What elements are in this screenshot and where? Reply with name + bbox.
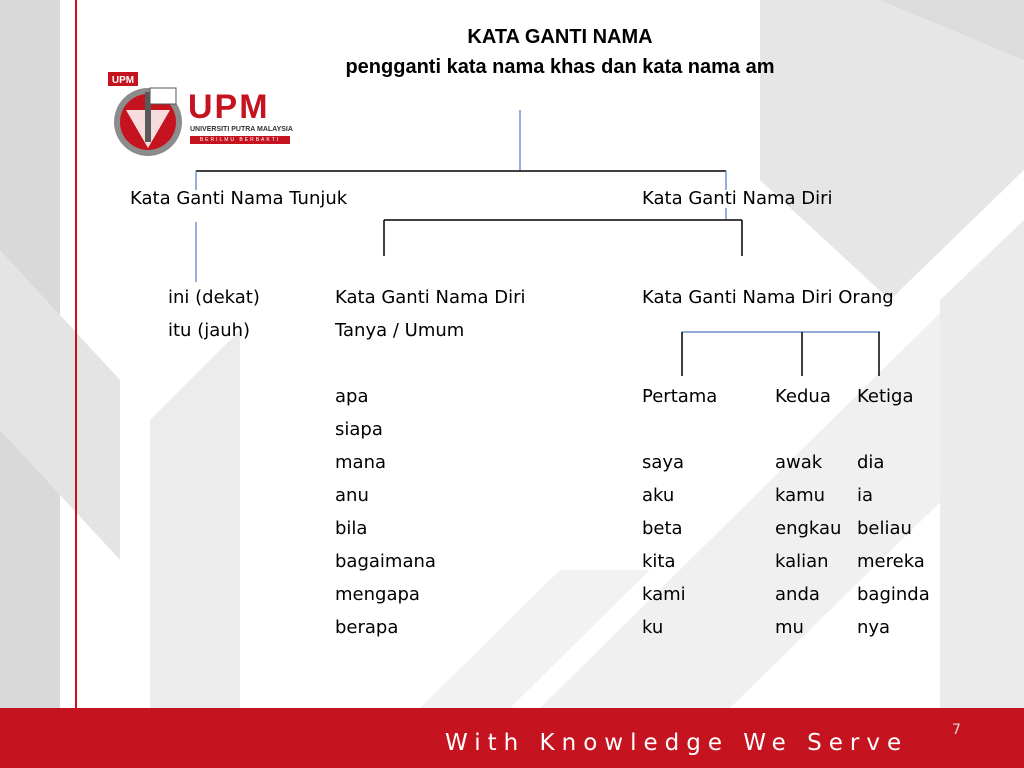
tanya-heading-line1: Kata Ganti Nama Diri — [335, 287, 526, 308]
list-item: kami — [642, 584, 686, 605]
list-item: ini (dekat) — [168, 287, 260, 308]
list-item: dia — [857, 452, 885, 473]
page-number: 7 — [952, 722, 961, 738]
list-item: saya — [642, 452, 685, 473]
list-item: siapa — [335, 419, 383, 440]
column-label: Pertama — [642, 386, 718, 407]
list-item: anda — [775, 584, 820, 605]
svg-text:UPM: UPM — [111, 75, 135, 86]
list-item: kita — [642, 551, 676, 572]
footer-bar — [0, 708, 1024, 768]
university-name: UNIVERSITI PUTRA MALAYSIA — [190, 126, 293, 133]
list-item: mana — [335, 452, 387, 473]
tanya-heading-line2: Tanya / Umum — [335, 320, 465, 341]
orang-column-pertama — [642, 380, 717, 644]
tanya-column — [335, 281, 526, 644]
column-label: Ketiga — [857, 386, 914, 407]
list-item: beta — [642, 518, 683, 539]
column-label: Kedua — [775, 386, 831, 407]
list-item: nya — [857, 617, 891, 638]
list-item: kalian — [775, 551, 829, 572]
logo-motto: BERILMU BERBAKTI — [190, 136, 290, 144]
list-item: awak — [775, 452, 823, 473]
list-item: mu — [775, 617, 804, 638]
list-item: itu (jauh) — [168, 320, 251, 341]
list-item: mengapa — [335, 584, 420, 605]
list-item: apa — [335, 386, 369, 407]
tunjuk-list — [168, 281, 260, 347]
upm-seal-icon — [106, 70, 186, 160]
list-item: kamu — [775, 485, 826, 506]
orang-column-kedua — [775, 380, 841, 644]
list-item: beliau — [857, 518, 912, 539]
upm-wordmark: UPM — [188, 88, 270, 126]
branch-diri: Kata Ganti Nama Diri — [642, 188, 833, 209]
list-item: bila — [335, 518, 368, 539]
orang-heading: Kata Ganti Nama Diri Orang — [642, 287, 894, 308]
upm-logo — [106, 70, 292, 162]
list-item: berapa — [335, 617, 399, 638]
slide-subtitle: pengganti kata nama khas dan kata nama am — [345, 56, 775, 78]
list-item: mereka — [857, 551, 925, 572]
footer-motto: With Knowledge We Serve — [445, 730, 909, 756]
orang-column-ketiga — [857, 380, 930, 644]
list-item: baginda — [857, 584, 930, 605]
list-item: bagaimana — [335, 551, 436, 572]
branch-tunjuk: Kata Ganti Nama Tunjuk — [130, 188, 348, 209]
list-item: aku — [642, 485, 675, 506]
list-item: ia — [857, 485, 874, 506]
list-item: engkau — [775, 518, 842, 539]
list-item: anu — [335, 485, 369, 506]
slide-title: KATA GANTI NAMA — [467, 26, 653, 48]
list-item: ku — [642, 617, 664, 638]
